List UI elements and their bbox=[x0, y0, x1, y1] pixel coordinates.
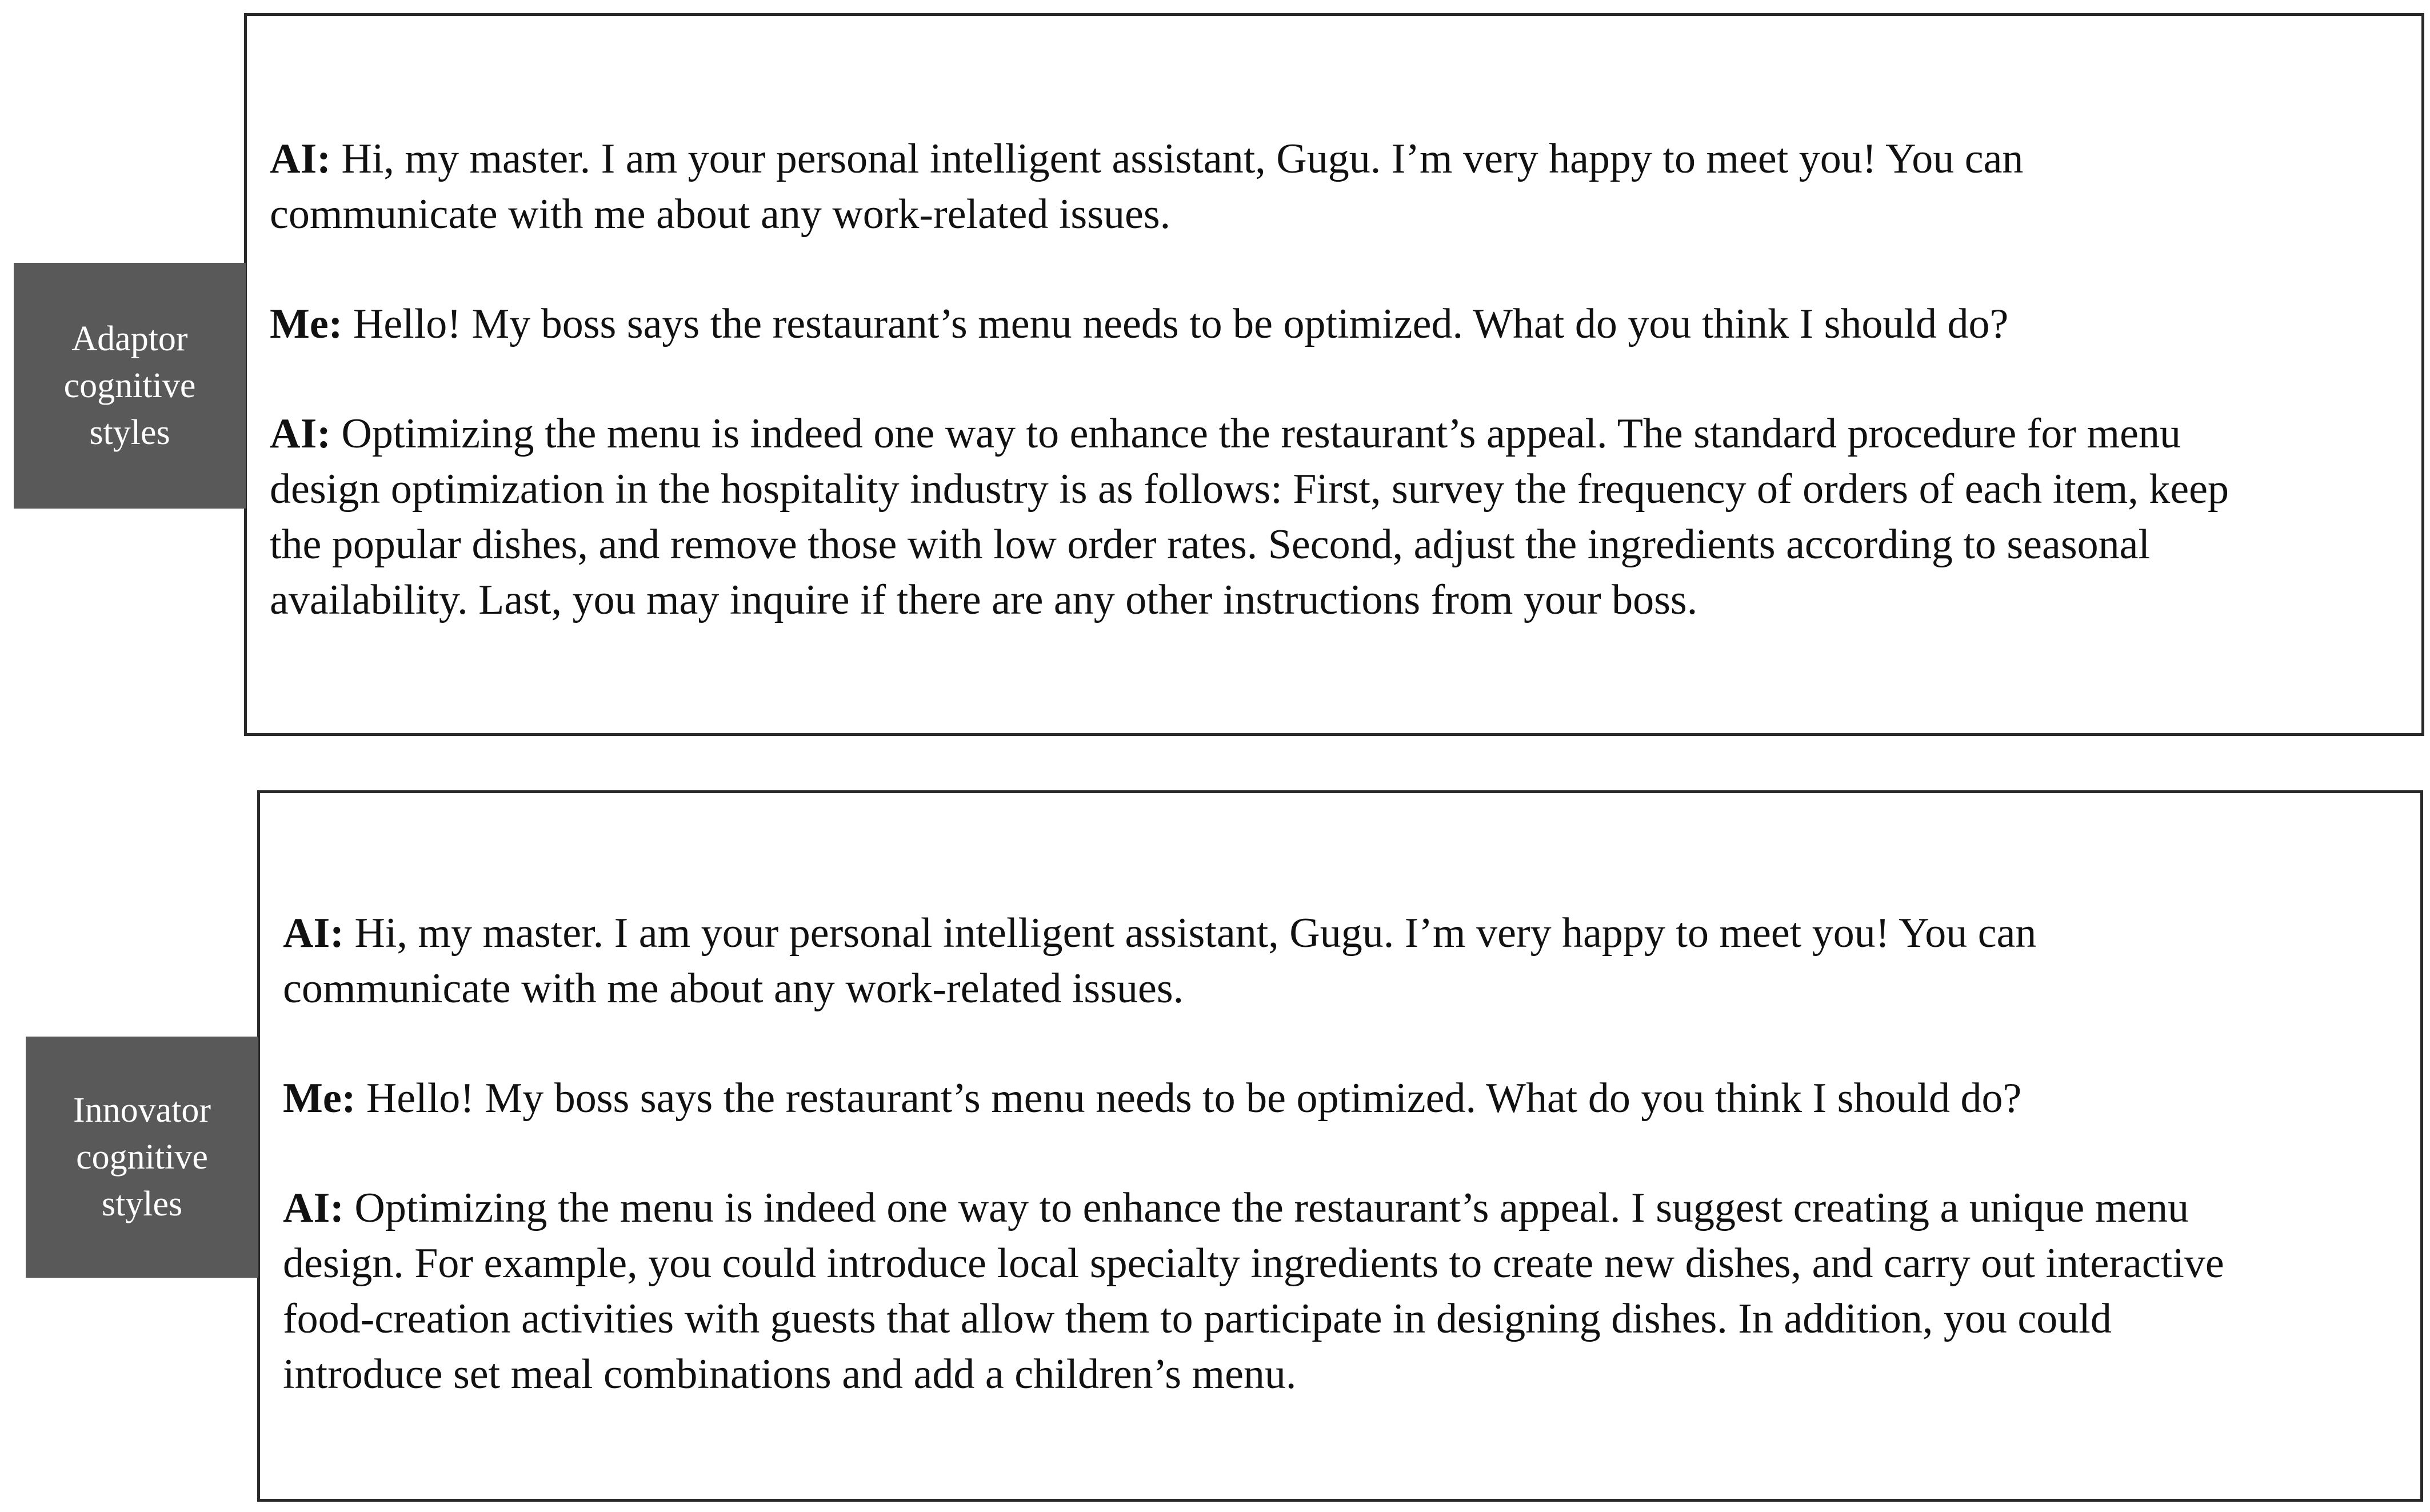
dialogue-line: communicate with me about any work-related issues. bbox=[270, 191, 1171, 238]
dialogue-line bbox=[283, 906, 2224, 961]
tag-line: cognitive bbox=[63, 366, 196, 405]
innovator-dialogue bbox=[283, 906, 2224, 1402]
dialogue-line: the popular dishes, and remove those with low order rates. Second, adjust the ingredients according to seasonal bbox=[270, 521, 2151, 568]
speaker-label: Me: bbox=[270, 301, 343, 347]
dialogue-turn bbox=[283, 1071, 2224, 1126]
message-text: Hi, my master. I am your personal intelligent assistant, Gugu. I’m very happy to meet you! You can bbox=[330, 135, 2024, 182]
innovator-dialogue-panel bbox=[257, 790, 2423, 1502]
dialogue-line bbox=[270, 406, 2229, 462]
speaker-label: AI: bbox=[270, 135, 331, 182]
adaptor-dialogue bbox=[270, 131, 2229, 628]
dialogue-line: design optimization in the hospitality industry is as follows: First, survey the frequency of orders of each item, keep bbox=[270, 466, 2229, 513]
message-text: Hello! My boss says the restaurant’s menu needs to be optimized. What do you think I should do? bbox=[355, 1075, 2022, 1122]
dialogue-line: introduce set meal combinations and add a children’s menu. bbox=[283, 1351, 1297, 1398]
message-text: Optimizing the menu is indeed one way to enhance the restaurant’s appeal. I suggest creating a unique menu bbox=[343, 1185, 2189, 1231]
speaker-label: AI: bbox=[283, 910, 344, 957]
innovator-style-tag bbox=[26, 1037, 258, 1278]
dialogue-turn bbox=[270, 406, 2229, 628]
tag-line: styles bbox=[101, 1185, 183, 1223]
tag-line: Adaptor bbox=[71, 319, 188, 358]
dialogue-line bbox=[283, 1071, 2224, 1126]
message-text: Hello! My boss says the restaurant’s menu needs to be optimized. What do you think I should do? bbox=[342, 301, 2009, 347]
tag-line: Innovator bbox=[73, 1091, 211, 1130]
dialogue-turn bbox=[270, 297, 2229, 352]
adaptor-dialogue-panel bbox=[244, 13, 2424, 736]
speaker-label: AI: bbox=[270, 410, 331, 457]
dialogue-turn bbox=[270, 131, 2229, 242]
adaptor-style-tag bbox=[14, 263, 246, 509]
dialogue-line: availability. Last, you may inquire if there are any other instructions from your boss. bbox=[270, 577, 1698, 623]
dialogue-turn bbox=[283, 1181, 2224, 1402]
speaker-label: Me: bbox=[283, 1075, 356, 1122]
dialogue-line: communicate with me about any work-related issues. bbox=[283, 965, 1184, 1012]
message-text: Hi, my master. I am your personal intelligent assistant, Gugu. I’m very happy to meet you! You can bbox=[343, 910, 2037, 957]
tag-line: styles bbox=[89, 413, 170, 452]
dialogue-line: design. For example, you could introduce local specialty ingredients to create new dishes, and carry out interactive bbox=[283, 1240, 2224, 1287]
dialogue-line bbox=[283, 1181, 2224, 1236]
tag-line: cognitive bbox=[76, 1138, 208, 1177]
speaker-label: AI: bbox=[283, 1185, 344, 1231]
dialogue-line bbox=[270, 131, 2229, 187]
dialogue-line bbox=[270, 297, 2229, 352]
dialogue-line: food-creation activities with guests that allow them to participate in designing dishes. In addition, you could bbox=[283, 1295, 2112, 1342]
dialogue-turn bbox=[283, 906, 2224, 1017]
message-text: Optimizing the menu is indeed one way to enhance the restaurant’s appeal. The standard procedure for menu bbox=[330, 410, 2181, 457]
